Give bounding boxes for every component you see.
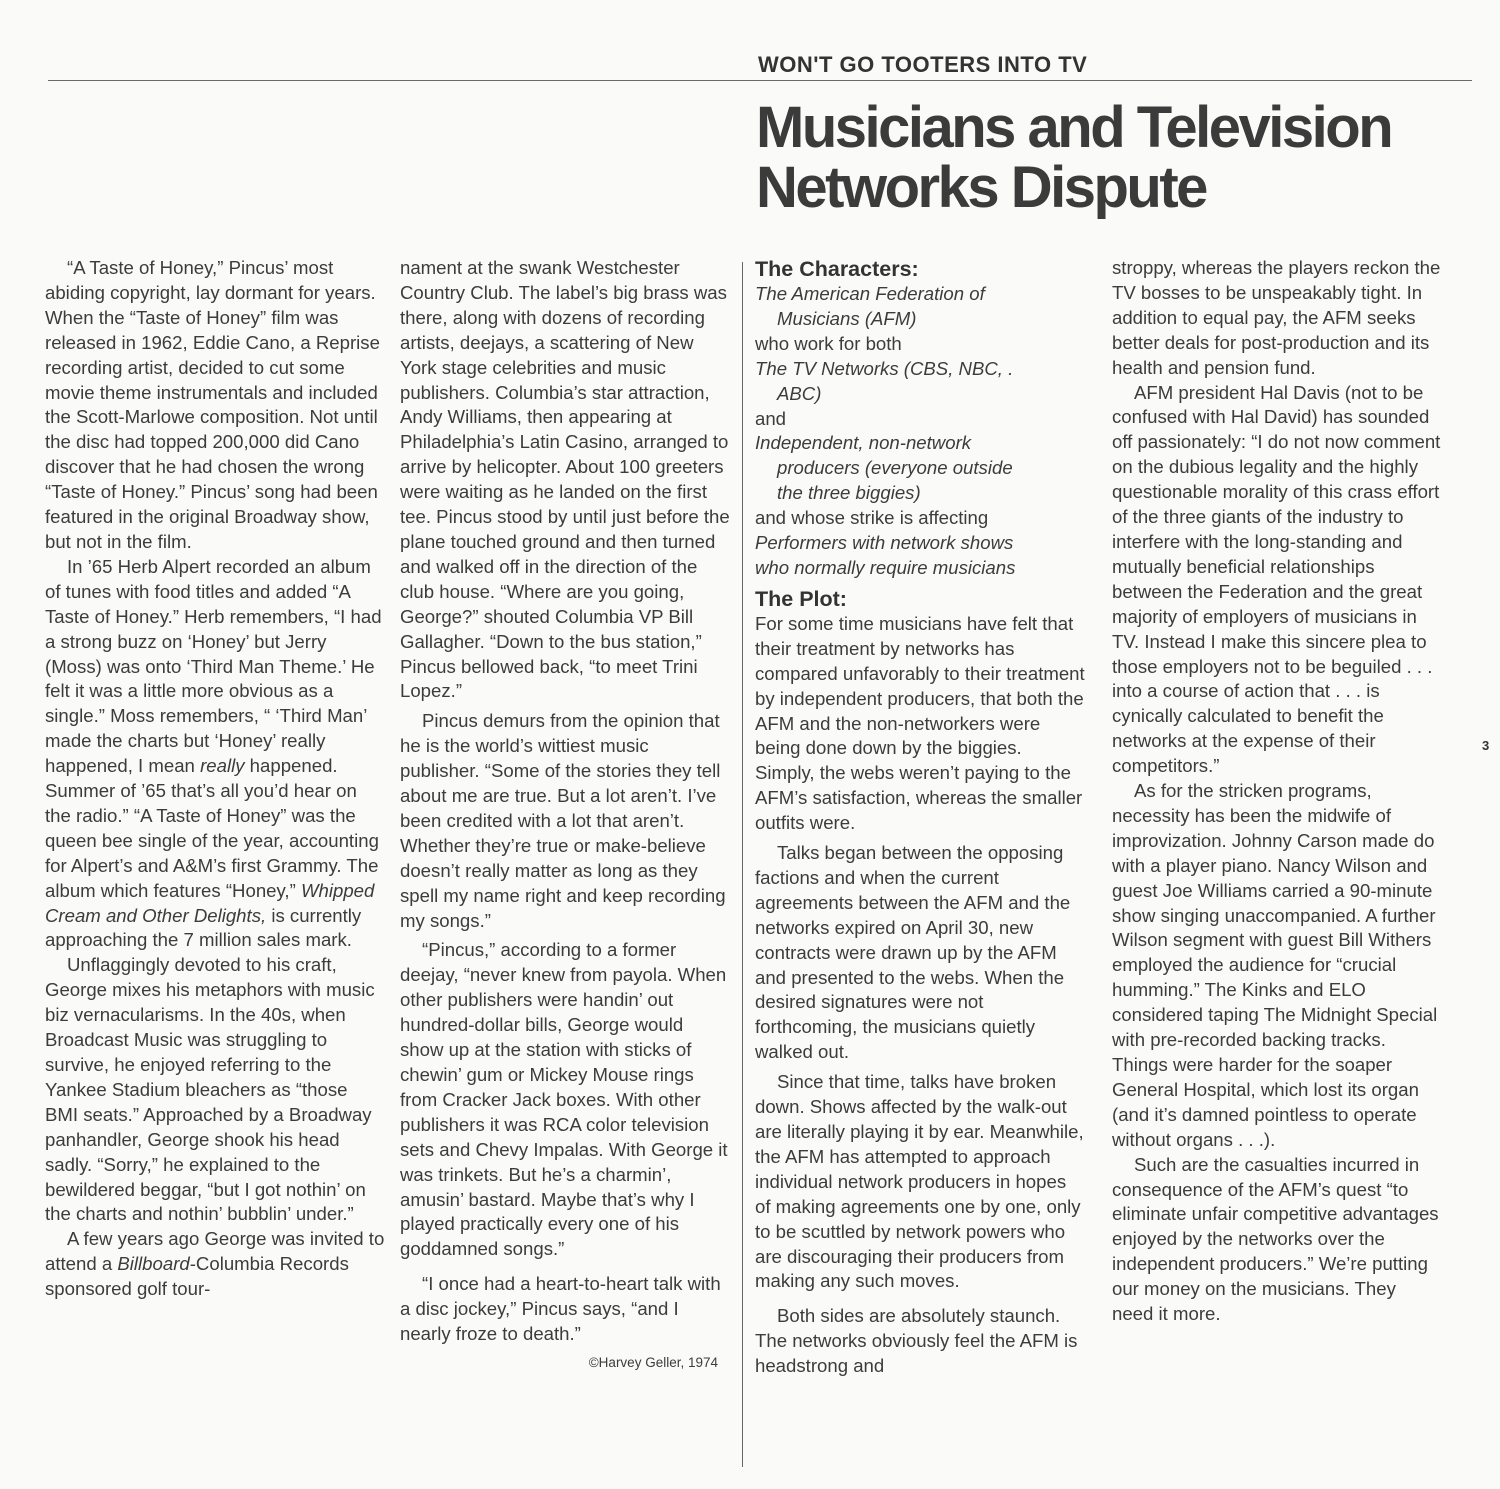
top-rule-divider bbox=[48, 80, 1472, 81]
characters-heading: The Characters: bbox=[755, 257, 919, 281]
paragraph: As for the stricken programs, necessity has been the midwife of improvization. Johnny Carson made do with a player piano. Nancy Wilson and guest Joe Williams carried a 90-minute show singing unaccompanied. A further Wilson segment with guest Bill Withers employed the audience for “crucial humming.” The Kinks and ELO considered taping The Midnight Special with pre-recorded backing tracks. Things were harder for the soaper General Hospital, which lost its organ (and it’s damned pointless to operate without organs . . .). bbox=[1112, 780, 1438, 1150]
text-run: In ’65 Herb Alpert recorded an album of tunes with food titles and added “A Taste of Honey.” Herb remembers, “I had a strong buzz on ‘Honey’ but Jerry (Moss) was onto ‘Third Man Theme.’ He felt it was a little more obvious as a single.” Moss remembers, “ ‘Third Man’ made the charts but ‘Honey’ really happened, I mean bbox=[45, 555, 382, 777]
paragraph: For some time musicians have felt that their treatment by networks has compared unfavorably to their treatment by independent producers, that both the AFM and the non-networkers were being done down by the biggies. Simply, the webs weren’t paying to the AFM’s satisfaction, whereas the smaller outfits were. bbox=[755, 612, 1085, 834]
character-line: The TV Networks (CBS, NBC, . bbox=[755, 357, 1014, 379]
paragraph: “A Taste of Honey,” Pincus’ most abiding copyright, lay dormant for years. When the “Taste of Honey” film was released in 1962, Eddie Cano, a Reprise recording artist, decided to cut some movie theme instrumentals and included the Scott-Marlowe composition. Not until the disc had topped 200,000 did Cano discover that he had chosen the wrong “Taste of Honey.” Pincus’ song had been featured in the original Broadway show, but not in the film. bbox=[45, 257, 380, 552]
paragraph: Unflaggingly devoted to his craft, George mixes his metaphors with music biz vernacularisms. In the 40s, when Broadcast Music was struggling to survive, he enjoyed referring to the Yankee Stadium bleachers as “those BMI seats.” Approached by a Broadway panhandler, George shook his head sadly. “Sorry,” he explained to the bewildered beggar, “but I got nothin’ on the charts and nothin’ bubblin’ under.” bbox=[45, 954, 375, 1225]
character-line: and bbox=[755, 407, 787, 429]
paragraph: Talks began between the opposing factions and when the current agreements between the AFM and the networks expired on April 30, new contracts were drawn up by the AFM and presented to the webs. When the desired signatures were not forthcoming, the musicians quietly walked out. bbox=[755, 842, 1071, 1063]
paragraph bbox=[45, 1227, 385, 1302]
column-divider bbox=[742, 262, 743, 1467]
character-line: ABC) bbox=[777, 382, 822, 404]
character-line: Independent, non-network bbox=[755, 432, 972, 454]
character-line: Performers with network shows bbox=[755, 532, 1014, 554]
column-3 bbox=[755, 256, 1085, 1379]
section-kicker: WON'T GO TOOTERS INTO TV bbox=[758, 52, 1088, 77]
characters-list bbox=[755, 282, 1085, 581]
text-run: happened. Summer of ’65 that’s all you’d hear on the radio.” “A Taste of Honey” was the queen bee single of the year, accounting for Alpert’s and A&M’s first Grammy. The album which features “Honey,” bbox=[45, 755, 379, 901]
column-4 bbox=[1112, 256, 1442, 1327]
column-2 bbox=[400, 256, 730, 1376]
paragraph: stroppy, whereas the players reckon the TV bosses to be unspeakably tight. In addition to equal pay, the AFM seeks better deals for post-production and its health and pension fund. bbox=[1112, 257, 1441, 378]
character-line: who normally require musicians bbox=[755, 556, 1016, 578]
character-line: and whose strike is affecting bbox=[755, 507, 989, 529]
emphasis: really bbox=[200, 755, 245, 777]
page-number: 3 bbox=[1482, 738, 1490, 753]
text-run: is currently approaching the 7 million sales mark. bbox=[45, 904, 362, 951]
headline bbox=[756, 95, 1392, 220]
character-line: producers (everyone outside bbox=[777, 457, 1013, 479]
character-line: The American Federation of bbox=[755, 283, 985, 304]
paragraph: Such are the casualties incurred in consequence of the AFM’s quest “to eliminate unfair competitive advantages enjoyed by the networks over the independent producers.” We’re putting our money on the musicians. They need it more. bbox=[1112, 1153, 1439, 1325]
headline-line-2: Networks Dispute bbox=[756, 155, 1206, 220]
character-line: who work for both bbox=[755, 332, 902, 354]
publication-name: Billboard bbox=[117, 1253, 190, 1275]
paragraph: “Pincus,” according to a former deejay, “never knew from payola. When other publishers were handin’ out hundred-dollar bills, George would show up at the station with sticks of chewin’ gum or Mickey Mouse rings from Cracker Jack boxes. With other publishers it was RCA color television sets and Chevy Impalas. With George it was trinkets. But he’s a charmin’, amusin’ bastard. Maybe that’s why I played practically every one of his goddamned songs.” bbox=[400, 939, 728, 1260]
text-run: -Columbia Records sponsored golf tour- bbox=[45, 1253, 349, 1300]
paragraph: Both sides are absolutely staunch. The networks obviously feel the AFM is headstrong and bbox=[755, 1305, 1078, 1377]
text-run: A few years ago George was invited to attend a bbox=[45, 1228, 385, 1275]
character-line: Musicians (AFM) bbox=[777, 307, 917, 329]
paragraph: nament at the swank Westchester Country Club. The label’s big brass was there, along with dozens of recording artists, deejays, a scattering of New York stage celebrities and music publishers. Columbia’s star attraction, Andy Williams, then appearing at Philadelphia’s Latin Casino, arranged to arrive by helicopter. About 100 greeters were waiting as he landed on the first tee. Pincus stood by until just before the plane touched ground and then turned and walked off in the direction of the club house. “Where are you going, George?” shouted Columbia VP Bill Gallagher. “Down to the bus station,” Pincus bellowed back, “to meet Trini Lopez.” bbox=[400, 257, 730, 702]
headline-line-1: Musicians and Television bbox=[756, 95, 1392, 160]
paragraph: Pincus demurs from the opinion that he is the world’s wittiest music publisher. “Some of the stories they tell about me are true. But a lot aren’t. I’ve been credited with a lot that aren’t. Whether they’re true or make-believe doesn’t really matter as long as they spell my name right and keep recording my songs.” bbox=[400, 710, 726, 931]
paragraph: AFM president Hal Davis (not to be confused with Hal David) has sounded off passionately: “I do not now comment on the dubious legality and the highly questionable morality of this crass effort of the three giants of the industry to interfere with the long-standing and mutually beneficial relationships between the Federation and the great majority of employers of musicians in TV. Instead I make this sincere plea to those employers not to be beguiled . . . into a course of action that . . . is cynically calculated to benefit the networks at the expense of their competitors.” bbox=[1112, 381, 1441, 777]
album-title: Whipped Cream and Other Delights, bbox=[45, 879, 375, 926]
paragraph: Since that time, talks have broken down. Shows affected by the walk-out are literally playing it by ear. Meanwhile, the AFM has attempted to approach individual network producers in hopes of making agreements one by one, only to be scuttled by network powers who are discouraging their producers from making any such moves. bbox=[755, 1071, 1084, 1292]
character-line: the three biggies) bbox=[777, 482, 921, 504]
paragraph: “I once had a heart-to-heart talk with a disc jockey,” Pincus says, “and I nearly froze to death.” bbox=[400, 1273, 721, 1345]
copyright-credit: ©Harvey Geller, 1974 bbox=[588, 1354, 718, 1370]
plot-heading: The Plot: bbox=[755, 586, 847, 611]
column-1 bbox=[45, 256, 385, 1302]
paragraph bbox=[45, 555, 385, 954]
